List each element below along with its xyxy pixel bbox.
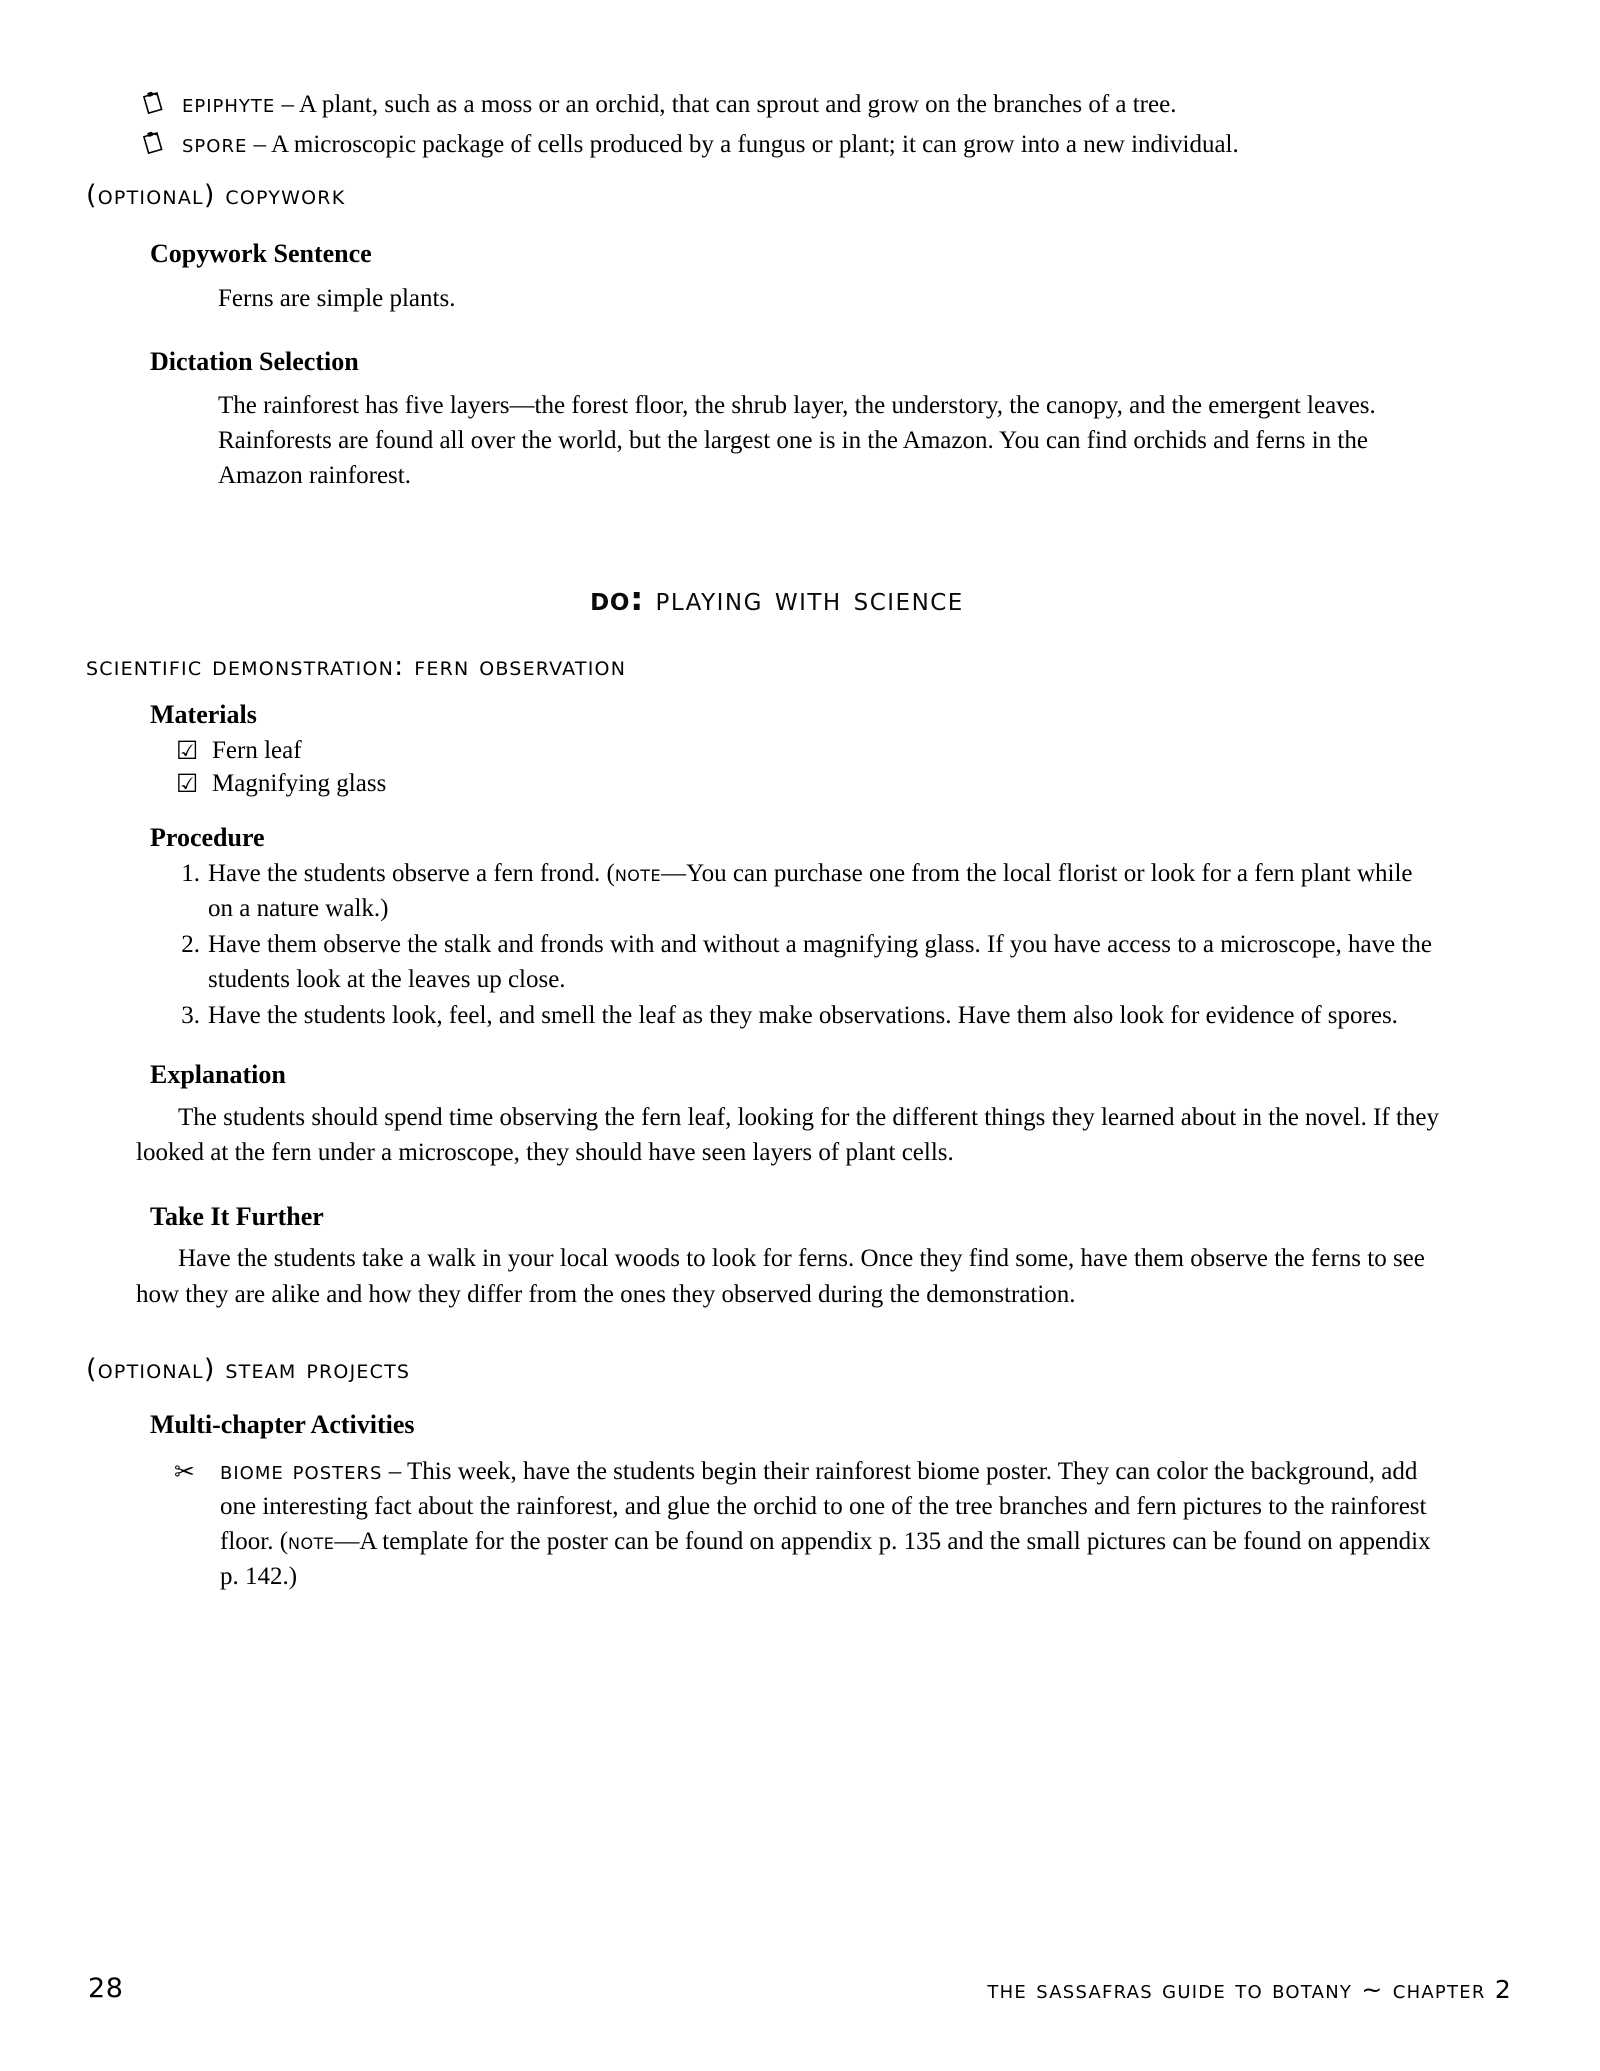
steam-item-title: biome posters xyxy=(220,1456,383,1486)
list-item xyxy=(150,927,1442,997)
procedure-text-before-note: Have the students observe a fern frond. ( xyxy=(208,860,615,888)
page-content xyxy=(86,0,1442,1594)
page-title xyxy=(112,579,1442,619)
list-item xyxy=(150,1453,1442,1594)
list-item xyxy=(150,856,1442,926)
list-item xyxy=(150,767,1442,800)
page-number: 28 xyxy=(88,1973,124,2004)
procedure-text-before-note: Have them observe the stalk and fronds with and without a magnifying glass. If you have access to a microscope, have the students look at the leaves up close. xyxy=(208,931,1432,994)
dictation-text: The rainforest has five layers—the forest floor, the shrub layer, the understory, the canopy, and the emergent leaves. Rainforests are found all over the world, but the largest one is in the Amazon. You can find orchids and ferns in the Amazon rainforest. xyxy=(218,392,1376,490)
subheading-materials: Materials xyxy=(150,700,257,730)
do-title: playing with science xyxy=(655,579,964,619)
take-it-further-text: Have the students take a walk in your local woods to look for ferns. Once they find some, have them observe the ferns to see how they are alike and how they differ from the ones they observed during the demonstration. xyxy=(136,1245,1425,1308)
explanation-text: The students should spend time observing the fern leaf, looking for the different things they learned about in the novel. If they looked at the fern under a microscope, they should have seen layers of plant cells. xyxy=(136,1103,1440,1167)
steam-item-text-after-note: —A template for the poster can be found on appendix p. 135 and the small pictures can be found on appendix p. 142.) xyxy=(220,1528,1431,1591)
page-footer xyxy=(0,1973,1600,2013)
notepad-icon xyxy=(140,130,166,156)
materials-list xyxy=(150,734,1442,800)
subheading-multi-chapter-activities: Multi-chapter Activities xyxy=(150,1409,415,1439)
note-label: note xyxy=(614,861,662,888)
vocabulary-definition: A plant, such as a moss or an orchid, that can sprout and grow on the branches of a tree. xyxy=(298,91,1177,118)
vocabulary-dash: – xyxy=(275,91,299,118)
steam-item-dash: – xyxy=(382,1458,407,1486)
subheading-dictation-selection: Dictation Selection xyxy=(150,346,359,376)
vocabulary-definition: A microscopic package of cells produced by a fungus or plant; it can grow into a new individual. xyxy=(270,131,1239,158)
subheading-take-it-further: Take It Further xyxy=(150,1201,324,1231)
subheading-explanation: Explanation xyxy=(150,1060,286,1090)
steam-item-text-before-note: This week, have the students begin their rainforest biome poster. They can color the background, add one interesting fact about the rainforest, and glue the orchid to one of the tree branches and fern pictures to the rainforest floor. ( xyxy=(220,1458,1427,1556)
list-item xyxy=(150,998,1442,1033)
list-number: 1. xyxy=(181,860,200,888)
list-item xyxy=(150,734,1442,767)
scissors-icon: ✂ xyxy=(174,1457,195,1487)
section-heading-copywork: (optional) copywork xyxy=(86,180,346,211)
subheading-procedure: Procedure xyxy=(150,822,265,852)
vocabulary-list xyxy=(112,86,1442,162)
procedure-text-before-note: Have the students look, feel, and smell the leaf as they make observations. Have them also look for evidence of spores. xyxy=(208,1002,1398,1030)
material-label: Magnifying glass xyxy=(212,769,387,797)
section-heading-scientific-demonstration: scientific demonstration: fern observation xyxy=(86,650,627,682)
do-label: do: xyxy=(590,579,644,619)
list-item xyxy=(112,86,1442,122)
copywork-sentence: Ferns are simple plants. xyxy=(218,284,456,312)
notepad-icon xyxy=(140,90,166,116)
footer-book-title: the sassafras guide to botany ~ chapter 2 xyxy=(987,1975,1512,2004)
vocabulary-term: spore xyxy=(182,129,248,158)
material-label: Fern leaf xyxy=(212,736,302,764)
procedure-text-after-note: —You can purchase one from the local florist or look for a fern plant while on a nature walk.) xyxy=(208,860,1413,923)
list-item xyxy=(112,126,1442,162)
checked-checkbox-icon[interactable]: ☑ xyxy=(176,735,199,765)
subheading-copywork-sentence: Copywork Sentence xyxy=(150,239,372,269)
procedure-list xyxy=(150,856,1442,1033)
vocabulary-dash: – xyxy=(247,131,271,158)
note-label: note xyxy=(288,1529,335,1556)
section-heading-steam-projects: (optional) steam projects xyxy=(86,1354,411,1386)
list-number: 3. xyxy=(181,1002,200,1030)
list-number: 2. xyxy=(181,931,200,959)
vocabulary-term: epiphyte xyxy=(182,89,276,118)
checked-checkbox-icon[interactable]: ☑ xyxy=(176,768,199,798)
